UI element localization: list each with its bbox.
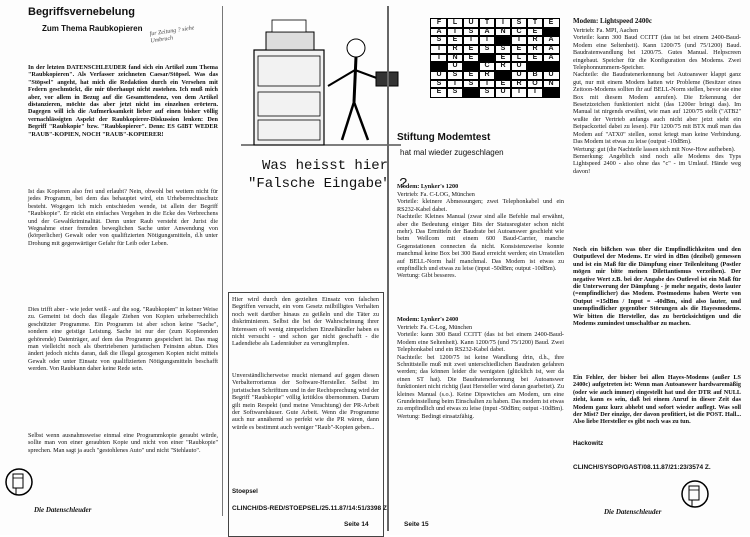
modem-3-review: Vertrieb: Fa. MPI, Aachen Vorteile: kann 300 Baud CCITT (das ist bei einem 2400-Baud-Modem eine Seltenheit). Kann 1200/75 (und 75/1200) Baud. Baudratenwandlung bei 1200/75. Gutes Manual. Helpscreen eingebaut. Speicher für die Konfiguration des Modems. Zwei Telephonnummern-Speicher. Nachteile: die Baudratenerkennung bei Autoanswer klappt ganz gut, nur mit einem Modem hatten wir Probleme (Besitzer eines Zeitoon-Modems sollten ihr auf BELL-Norm stellen, bevor sie eine Box mit diesem Modem anrufen). Die Erkennung der Besetztzeichen funktioniert nicht (das 1200er bringt das). Im Manual ist nirgends erwähnt, wie man auf 1200/75 stellt ("ATB2" wußte der Vertrieb anfangs auch nicht aber jetzt steht ein Beipackzettel dabei zu lesen). Für 1200/75 mit BTX muß man das Modem auf "ATX0" stellen, sonst kriegt man keine Verbindung. Das Modem ist etwas zu leise (output -10dBm). Wertung: gut (die Nachteile lassen sich mit Now-How aufheben). Bemerkung: Angeblich sind noch alle Modems des Typs Lightspeed 2400 - also ohne das "c" - im Umlauf. Hände weg davon! — [573, 27, 741, 175]
paragraph-1: Ist das Kopieren also frei und erlaubt? Nein, obwohl bei weitem nicht für jedes Programm, bei dem das behauptet wird, ein Urheberrechtsschutz besteht. Wogegen ich mich entschieden wende, ist allein der Begriff "Raubkopie". Er rückt ein einfaches Vergehen in die Ecke des Verbrechens und der Gewaltkriminalität. Denn unter Raub versteht der Jurist die Wegnahme einer fremden beweglichen Sache unter Anwendung von (körperlicher) Gewalt oder von qualifizierten Nötigungsmitteln, d.h unter Drohung mit gegenwärtiger Gefahr für Leib oder Leben. — [28, 188, 218, 247]
crossword-black-cell — [463, 62, 479, 71]
photocopier-illustration — [236, 10, 406, 150]
author-name-2: Hackowitz — [573, 440, 604, 447]
crossword-cell: R — [527, 45, 543, 54]
crossword-cell: S — [447, 88, 463, 97]
crossword-cell: S — [495, 45, 511, 54]
crossword-cell: I — [447, 80, 463, 89]
crossword-cell: U — [543, 71, 559, 80]
crossword-cell: S — [431, 36, 447, 45]
modem-1-title: Modem: Lynker's 1200 — [397, 183, 459, 190]
crossword-cell: A — [543, 45, 559, 54]
crossword-cell: E — [511, 45, 527, 54]
crossword-cell: I — [479, 36, 495, 45]
sensitivity-note: Noch ein bißchen was über die Empfindlichkeiten und den Outputlevel der Modems. Er wird in dBm (dezibel) gemessen und ist ein Maß für die Dämpfung einer Teilenleitung (Postler mögen mir bitte meinen Dilettantismus verzeihen). Der negative Wert z.B. bei der Angabe des Outlevel ist ein Maß für die Unterwerung der Dämpfung - je mehr negativ, desto lauter (=empfindlicher) das Modem. Postmodems haben Werte von Output =15dBm / Input = -40dBm, sind also lauter, und unempfindlicher gegenüber Störungen als die Hayesmodems. Wir bitten die Hersteller, das zu berücksichtigen und die Modems zumindest umschaltbar zu machen. — [573, 246, 741, 328]
crossword-cell: I — [511, 36, 527, 45]
crossword-cell: S — [463, 80, 479, 89]
box-paragraph-1: Hier wird durch den gezielten Einsatz von falschen Begriffen versucht, ein vom Gesetz milbilligtes Verhalten noch weit darüber hinaus zu geißeln und die Täter zu diskriminieren. Selbst die bei der Wahrscheinung ihrer Interessen oft wenig zimperlichen Einzelhändler haben es nicht versucht - und schon gar nicht geschafft - die Ladendiebe als Ladenräuber zu verunglimpfen. — [232, 296, 379, 348]
page-number-14: Seite 14 — [344, 521, 369, 528]
paragraph-3: Selbst wenn ausnahmsweise einmal eine Programmkopie geraubt würde, sollte man von einer geraubten Kopie und nicht von einer "Raubkopie" sprechen. Man sagt ja auch "gestohlenes Auto" und nicht "Stehlauto". — [28, 432, 218, 454]
crossword-black-cell — [495, 71, 511, 80]
page-number-15: Seite 15 — [404, 521, 429, 528]
crossword-cell: R — [495, 62, 511, 71]
crossword-cell: S — [511, 19, 527, 28]
paragraph-2: Dies trifft aber - wie jeder weiß - auf die sog. "Raubkopien" in keiner Weise zu. Gemeint ist doch das illegale Ziehen von Kopien urheberrechtlich geschützter Programme. Ein Programm ist aber schon keine "Sache", sondern eine geistige Leistung. Sache ist nur der (zum Kopierenden gehörende) Datenträger, auf dem das Programm gespeichert ist. Das mag man vielleicht noch als übertriebenen juristischen Feinsinn abtun. Dies ändert jedoch nichts daran, daß die illegal gezogenen Kopien nicht mittels Gewalt oder unter Einsatz von qualifizierten Nötigungsmitteln beschafft werden. Von Raubkann daher keine Rede sein. — [28, 306, 218, 373]
crossword-black-cell — [479, 54, 495, 63]
crossword-cell: R — [511, 80, 527, 89]
chaos-logo-icon-2 — [680, 474, 710, 514]
section-title: Stiftung Modemtest — [397, 132, 491, 143]
box-paragraph-2: Unverständlicherweise muckt niemand auf gegen diesen Verbalterrorismus der Software-Hersteller. Selbst im juristischen Schrifttum und in der Rechtsprechung wird der Begriff "Raubkopie" völlig kritiklos übernommen. Darum gilt mein Respekt (und meine Verachtung) der PR-Arbeit der Softwarehäuser. Gute Arbeit. Wenn die Programme auch nur annähernd so perfekt wie die PR wären, dann würde es bestimmt auch weniger "Raub"-Kopien geben... — [232, 372, 379, 431]
datenschleuder-logo: Die Datenschleuder — [34, 506, 92, 514]
crossword-cell: S — [479, 45, 495, 54]
crossword-cell: R — [527, 36, 543, 45]
crossword-cell: T — [511, 88, 527, 97]
crossword-cell: U — [431, 71, 447, 80]
crossword-black-cell — [543, 88, 559, 97]
modem-3-title: Modem: Lightspeed 2400c — [573, 17, 652, 25]
crossword-black-cell — [431, 62, 447, 71]
author-name: Stoepsel — [232, 488, 258, 495]
crossword-cell: T — [479, 80, 495, 89]
crossword-cell: T — [431, 45, 447, 54]
crossword-cell: E — [495, 54, 511, 63]
crossword-cell: S — [447, 71, 463, 80]
modem-2-title: Modem: Lynker's 2400 — [397, 316, 459, 323]
heading-line-2: "Falsche Eingabe" ? — [248, 176, 408, 192]
modem-2-review: Vertrieb: Fa. C-Log, München Vorteile: kann 300 Baud CCITT (das ist bei einem 2400-Baud-Modem eine Seltenheit). Kann 1200/75 (und 75/1200) Baud. Zwei Telephonkabel und ein RS232-Kabel dabei. Nachteile: bei 1200/75 ist keine Wandlung drin, d.h., ihre Schnittstelle muß mit zwei unterschiedlichen Baudraten gefahren werden; das können leider die wenigsten (glücklich ist, wer da einen ST hat). Die Baudratenerkennung bei Autoanswer funktioniert nicht richtig (laut Hersteller wird daran gearbeitet). Zu kleines Manual (s.o.). Keine Dipswitches am Modem, um eine Grundeinstellung beim Einschalten zu haben. Das modem ist etwas zu empfindlich und etwas zu leise (input -50dBm; output -10dBm). Wertung: Bedingt einsatzfähig. — [397, 324, 564, 420]
crossword-cell: E — [527, 54, 543, 63]
page-gutter — [387, 6, 389, 531]
crossword-cell: C — [511, 28, 527, 37]
crossword-black-cell — [543, 28, 559, 37]
crossword-cell: S — [479, 88, 495, 97]
crossword-cell: A — [543, 36, 559, 45]
crossword-cell: E — [495, 80, 511, 89]
hayes-bug-note: Ein Fehler, der bisher bei allen Hayes-Modems (außer LS 2400c) aufgetreten ist: Wenn man Autoanswer hardwaremäßig (oder wie auch immer) eingestellt hat und der DTR auf NULL zieht, kann es sein, daß bei einem Anruf in dieser Zeit das Modem ganz kurz abhebt und sofort wieder auflegt. Was soll der Mist? Der einzige, der davon profitiert, ist die POST. Hall... Also liebe Hersteller es gibt noch was zu tun. — [573, 374, 741, 426]
crossword-cell: N — [543, 80, 559, 89]
footer-reference: CLINCH/DS-RED/STOEPSEL/25.11.87/14:51/3398 Z. — [232, 505, 389, 512]
crossword-cell: T — [463, 36, 479, 45]
datenschleuder-logo-2: Die Datenschleuder — [604, 508, 662, 516]
crossword-cell: A — [479, 28, 495, 37]
crossword-cell: E — [431, 88, 447, 97]
crossword-cell: A — [543, 54, 559, 63]
crossword-cell: U — [495, 88, 511, 97]
crossword-cell: E — [447, 36, 463, 45]
intro-paragraph: In der letzten DATENSCHLEUDER fand sich ein Artikel zum Thema "Raubkopieren". Als Verfasser zeichneten Caesar/Stöpsel. Was das "Stöpsel" angeht, hat mich die Redaktion durch ein Versehen mit Federn geschmückt, die mir überhaupt nicht zustehen. Ich muß mich aber, vor allem in Bezug auf die Gesamttendenz, von dem Artikel distanzieren, möchte das aber jetzt nicht im einzelnen erörtern. Dagegen will ich die Aufmerksamkeit lieber auf einen bisher völlig vernachlässigten Aspekt der Raubkopierer-Diskussion lenken: Den Begriff "Raubkopie" bzw. "Raubkopierer". Denn: ES GIBT WEDER "RAUB"-KOPIEN, NOCH "RAUB"-KOPIERER! — [28, 64, 218, 138]
crossword-cell: I — [495, 19, 511, 28]
crossword-cell: C — [479, 62, 495, 71]
column-divider — [222, 6, 223, 516]
crossword-cell: E — [463, 54, 479, 63]
crossword-cell: A — [431, 28, 447, 37]
crossword-cell: T — [479, 19, 495, 28]
article-title: Begriffsvernebelung — [28, 6, 135, 18]
crossword-cell: L — [511, 54, 527, 63]
crossword-cell: B — [527, 71, 543, 80]
crossword-cell: F — [431, 19, 447, 28]
crossword-cell: T — [527, 19, 543, 28]
modem-1-review: Vertrieb: Fa. C-LOG, München Vorteile: kleinere Abmessungen; zwei Telephonkabel und ein RS232-Kabel dabei. Nachteile: Kleines Manual (zwar sind alle Befehle mal erwähnt, aber die Bedeutung einiger Bits der Statusregister schon nicht mehr). Das Ermitteln der Baudrate bei Autoanswer geschieht wie beim Wellcom mit einem 600 Baud-Carrier, manche Gegenstationen connecten da nicht. Konsistenzweise konnte manchmal keine Box bei 300 Baud erreicht werden; ein Umstellen auf BELL-Norm half manchmal. Das Modem ist etwas zu empfindlich und etwas zu leise (input -50dBm; output -10dBm). Wertung: Gibt besseres. — [397, 191, 564, 280]
crossword-cell: I — [527, 88, 543, 97]
crossword-cell: E — [527, 28, 543, 37]
crossword-cell: I — [431, 54, 447, 63]
handwritten-note: fur Zeitung ? siehe Umbruch — [149, 25, 195, 45]
crossword-cell: L — [447, 19, 463, 28]
crossword-cell: N — [495, 28, 511, 37]
crossword-black-cell — [527, 62, 543, 71]
section-subtitle: hat mal wieder zugeschlagen — [400, 148, 504, 157]
crossword-cell: U — [511, 71, 527, 80]
crossword-cell: E — [463, 71, 479, 80]
crossword-cell: O — [527, 80, 543, 89]
footer-reference-2: CLINCH/SYSOP/GAST/08.11.87/21:23/3574 Z. — [573, 464, 711, 471]
crossword-grid — [430, 18, 560, 98]
crossword-black-cell — [495, 36, 511, 45]
crossword-cell: U — [511, 62, 527, 71]
crossword-cell: R — [479, 71, 495, 80]
crossword-cell: N — [447, 54, 463, 63]
crossword-cell: U — [463, 19, 479, 28]
crossword-cell: R — [447, 45, 463, 54]
crossword-black-cell — [463, 88, 479, 97]
crossword-cell: E — [543, 19, 559, 28]
crossword-cell: E — [463, 45, 479, 54]
chaos-logo-icon — [4, 462, 34, 502]
crossword-cell: I — [447, 28, 463, 37]
article-subtitle: Zum Thema Raubkopieren — [42, 24, 143, 33]
crossword-cell: S — [463, 28, 479, 37]
crossword-cell: S — [431, 80, 447, 89]
crossword-cell: U — [447, 62, 463, 71]
crossword-black-cell — [543, 62, 559, 71]
heading-line-1: Was heisst hier — [262, 158, 389, 174]
